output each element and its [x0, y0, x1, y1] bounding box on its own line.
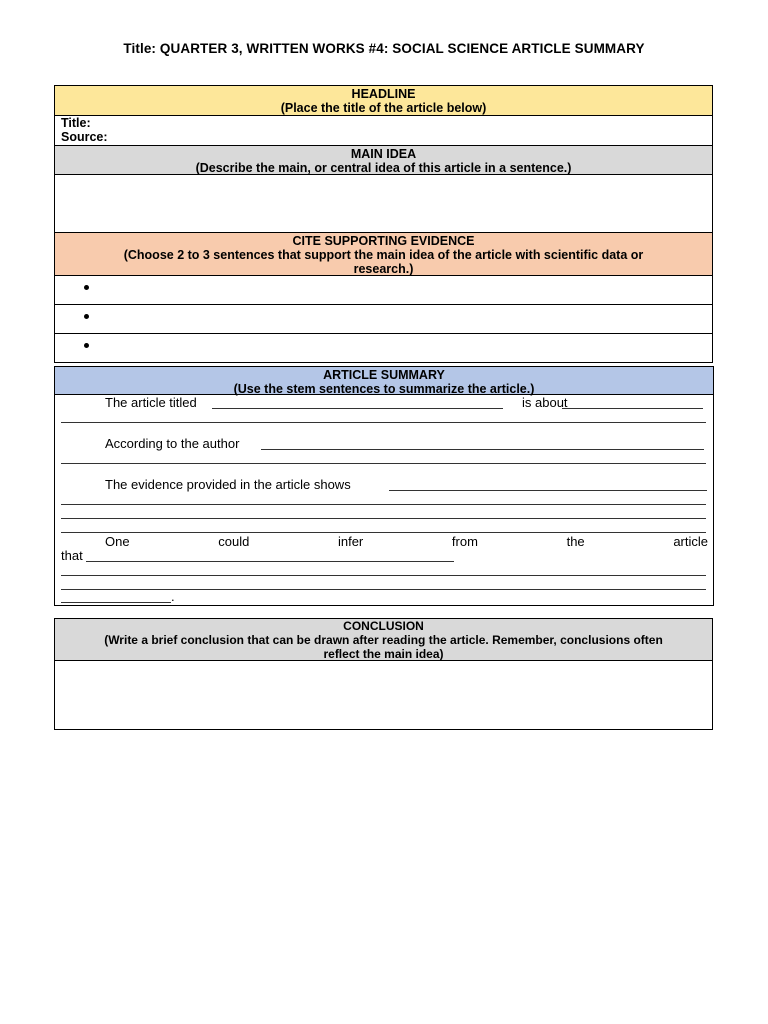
blank-line[interactable] [61, 532, 706, 533]
conclusion-heading: CONCLUSION [343, 619, 424, 633]
summary-instruction: (Use the stem sentences to summarize the article.) [233, 382, 535, 396]
main-idea-section [54, 145, 713, 233]
stem-one-could-infer [105, 534, 708, 549]
evidence-instruction-line2: research.) [353, 262, 414, 276]
stem-article-titled: The article titled [105, 395, 197, 410]
blank-line[interactable] [61, 422, 706, 423]
stem-word: One [105, 534, 130, 549]
stem-word: could [218, 534, 250, 549]
blank-line[interactable] [61, 602, 171, 603]
conclusion-instruction-line2: reflect the main idea) [323, 647, 444, 661]
bullet-icon [84, 343, 89, 348]
evidence-bullet-row-2[interactable] [54, 305, 713, 334]
conclusion-answer-box[interactable] [54, 661, 713, 730]
headline-instruction: (Place the title of the article below) [280, 101, 487, 115]
stem-word: article [673, 534, 708, 549]
conclusion-instruction-line1: (Write a brief conclusion that can be drawn after reading the article. Remember, conclusions often [104, 633, 663, 647]
stem-is-about: is about [522, 395, 568, 410]
source-field-label: Source: [61, 130, 108, 144]
blank-line[interactable] [86, 561, 454, 562]
blank-line[interactable] [261, 449, 704, 450]
evidence-instruction-line1: (Choose 2 to 3 sentences that support the main idea of the article with scientific data or [123, 248, 644, 262]
conclusion-header [54, 618, 713, 661]
blank-line[interactable] [562, 408, 703, 409]
stem-word: infer [337, 534, 364, 549]
blank-line[interactable] [61, 575, 706, 576]
page-title-label: Title: [123, 41, 157, 56]
headline-section [54, 85, 713, 146]
blank-line[interactable] [61, 463, 706, 464]
blank-line[interactable] [389, 490, 707, 491]
evidence-bullet-row-3[interactable] [54, 334, 713, 363]
end-period: . [171, 589, 175, 604]
main-idea-answer-box[interactable] [54, 175, 713, 233]
evidence-section [54, 232, 713, 363]
blank-line[interactable] [212, 408, 503, 409]
page-title [0, 41, 768, 56]
page-title-text: QUARTER 3, WRITTEN WORKS #4: SOCIAL SCIENCE ARTICLE SUMMARY [159, 41, 645, 56]
bullet-icon [84, 314, 89, 319]
blank-line[interactable] [61, 518, 706, 519]
stem-evidence-shows: The evidence provided in the article shows [105, 477, 351, 492]
evidence-heading: CITE SUPPORTING EVIDENCE [292, 234, 475, 248]
blank-line[interactable] [61, 589, 706, 590]
summary-body[interactable] [54, 395, 714, 606]
stem-that: that [61, 548, 83, 563]
bullet-icon [84, 285, 89, 290]
headline-header [54, 85, 713, 116]
stem-word: the [566, 534, 585, 549]
headline-fields[interactable] [54, 116, 713, 146]
stem-according-to-author: According to the author [105, 436, 240, 451]
main-idea-heading: MAIN IDEA [350, 147, 417, 161]
evidence-header [54, 232, 713, 276]
main-idea-header [54, 145, 713, 175]
summary-section [54, 366, 714, 606]
main-idea-instruction: (Describe the main, or central idea of this article in a sentence.) [195, 161, 572, 175]
stem-word: from [451, 534, 478, 549]
conclusion-section [54, 618, 713, 730]
blank-line[interactable] [61, 504, 706, 505]
title-field-label: Title: [61, 116, 91, 130]
summary-header [54, 366, 714, 395]
evidence-bullet-row-1[interactable] [54, 276, 713, 305]
summary-heading: ARTICLE SUMMARY [323, 368, 445, 382]
headline-heading: HEADLINE [351, 87, 416, 101]
